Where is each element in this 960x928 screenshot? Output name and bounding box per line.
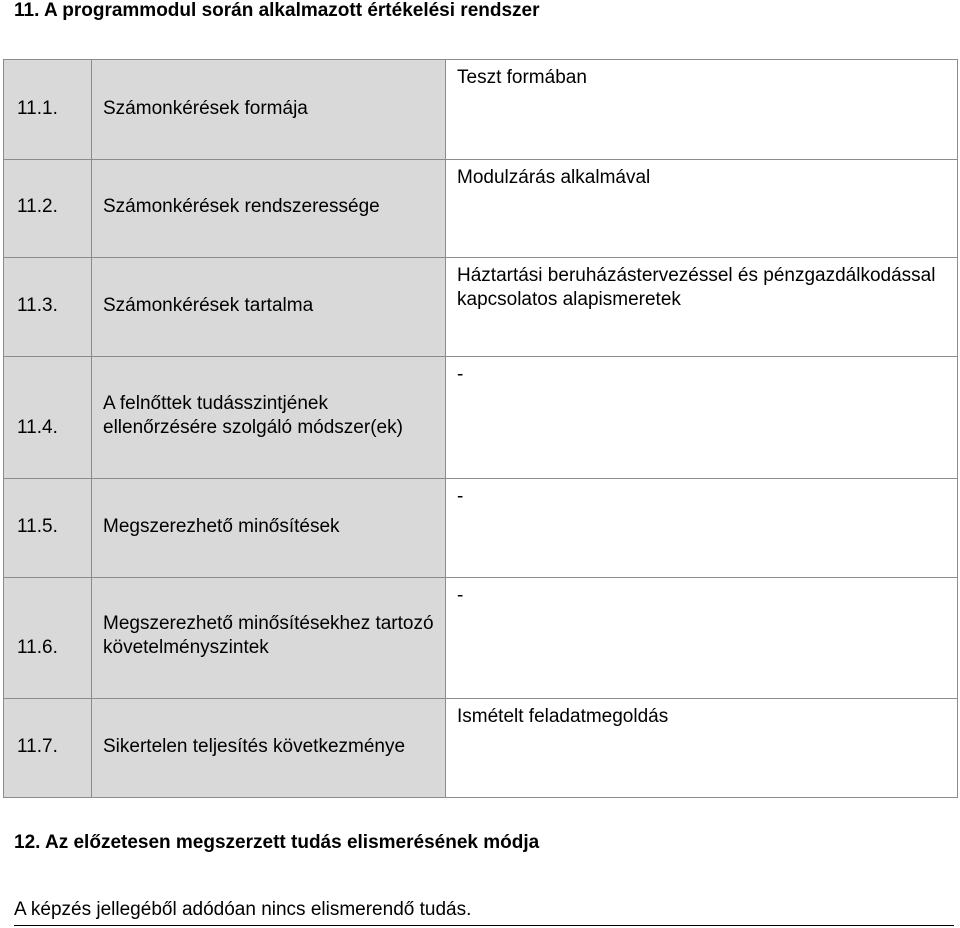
row-value	[446, 357, 958, 479]
row-number: 11.2.	[4, 160, 92, 258]
table-row	[4, 479, 958, 578]
row-value-text: -	[457, 364, 464, 385]
row-value-text: Modulzárás alkalmával	[457, 167, 651, 188]
row-value	[446, 160, 958, 258]
row-value	[446, 258, 958, 357]
row-label: A felnőttek tudásszintjének ellenőrzésére szolgáló módszer(ek)	[92, 357, 446, 479]
row-number: 11.6.	[4, 578, 92, 699]
row-number: 11.7.	[4, 699, 92, 798]
divider-line	[14, 925, 954, 926]
section-12-title: 12. Az előzetesen megszerzett tudás elismerésének módja	[14, 832, 540, 853]
table-row	[4, 578, 958, 699]
row-value	[446, 578, 958, 699]
row-number: 11.3.	[4, 258, 92, 357]
recognition-text: A képzés jellegéből adódóan nincs elismerendő tudás.	[14, 899, 472, 920]
row-value-text: -	[457, 486, 464, 507]
row-label: Megszerezhető minősítések	[92, 479, 446, 578]
row-label: Megszerezhető minősítésekhez tartozó követelményszintek	[92, 578, 446, 699]
section-11-title: 11. A programmodul során alkalmazott értékelési rendszer	[14, 0, 540, 21]
row-value-text: Teszt formában	[457, 67, 587, 88]
table-row	[4, 60, 958, 160]
row-value-text: Ismételt feladatmegoldás	[457, 706, 669, 727]
row-label: Számonkérések formája	[92, 60, 446, 160]
row-label: Számonkérések tartalma	[92, 258, 446, 357]
row-value	[446, 479, 958, 578]
table-row	[4, 160, 958, 258]
row-number: 11.4.	[4, 357, 92, 479]
row-value	[446, 699, 958, 798]
evaluation-table	[3, 59, 958, 798]
table-row	[4, 699, 958, 798]
row-number: 11.5.	[4, 479, 92, 578]
row-label: Sikertelen teljesítés következménye	[92, 699, 446, 798]
table-row	[4, 357, 958, 479]
row-label: Számonkérések rendszeressége	[92, 160, 446, 258]
row-number: 11.1.	[4, 60, 92, 160]
row-value-text: -	[457, 585, 464, 606]
row-value	[446, 60, 958, 160]
table-row	[4, 258, 958, 357]
row-value-text: Háztartási beruházástervezéssel és pénzgazdálkodással kapcsolatos alapismeretek	[457, 265, 936, 310]
